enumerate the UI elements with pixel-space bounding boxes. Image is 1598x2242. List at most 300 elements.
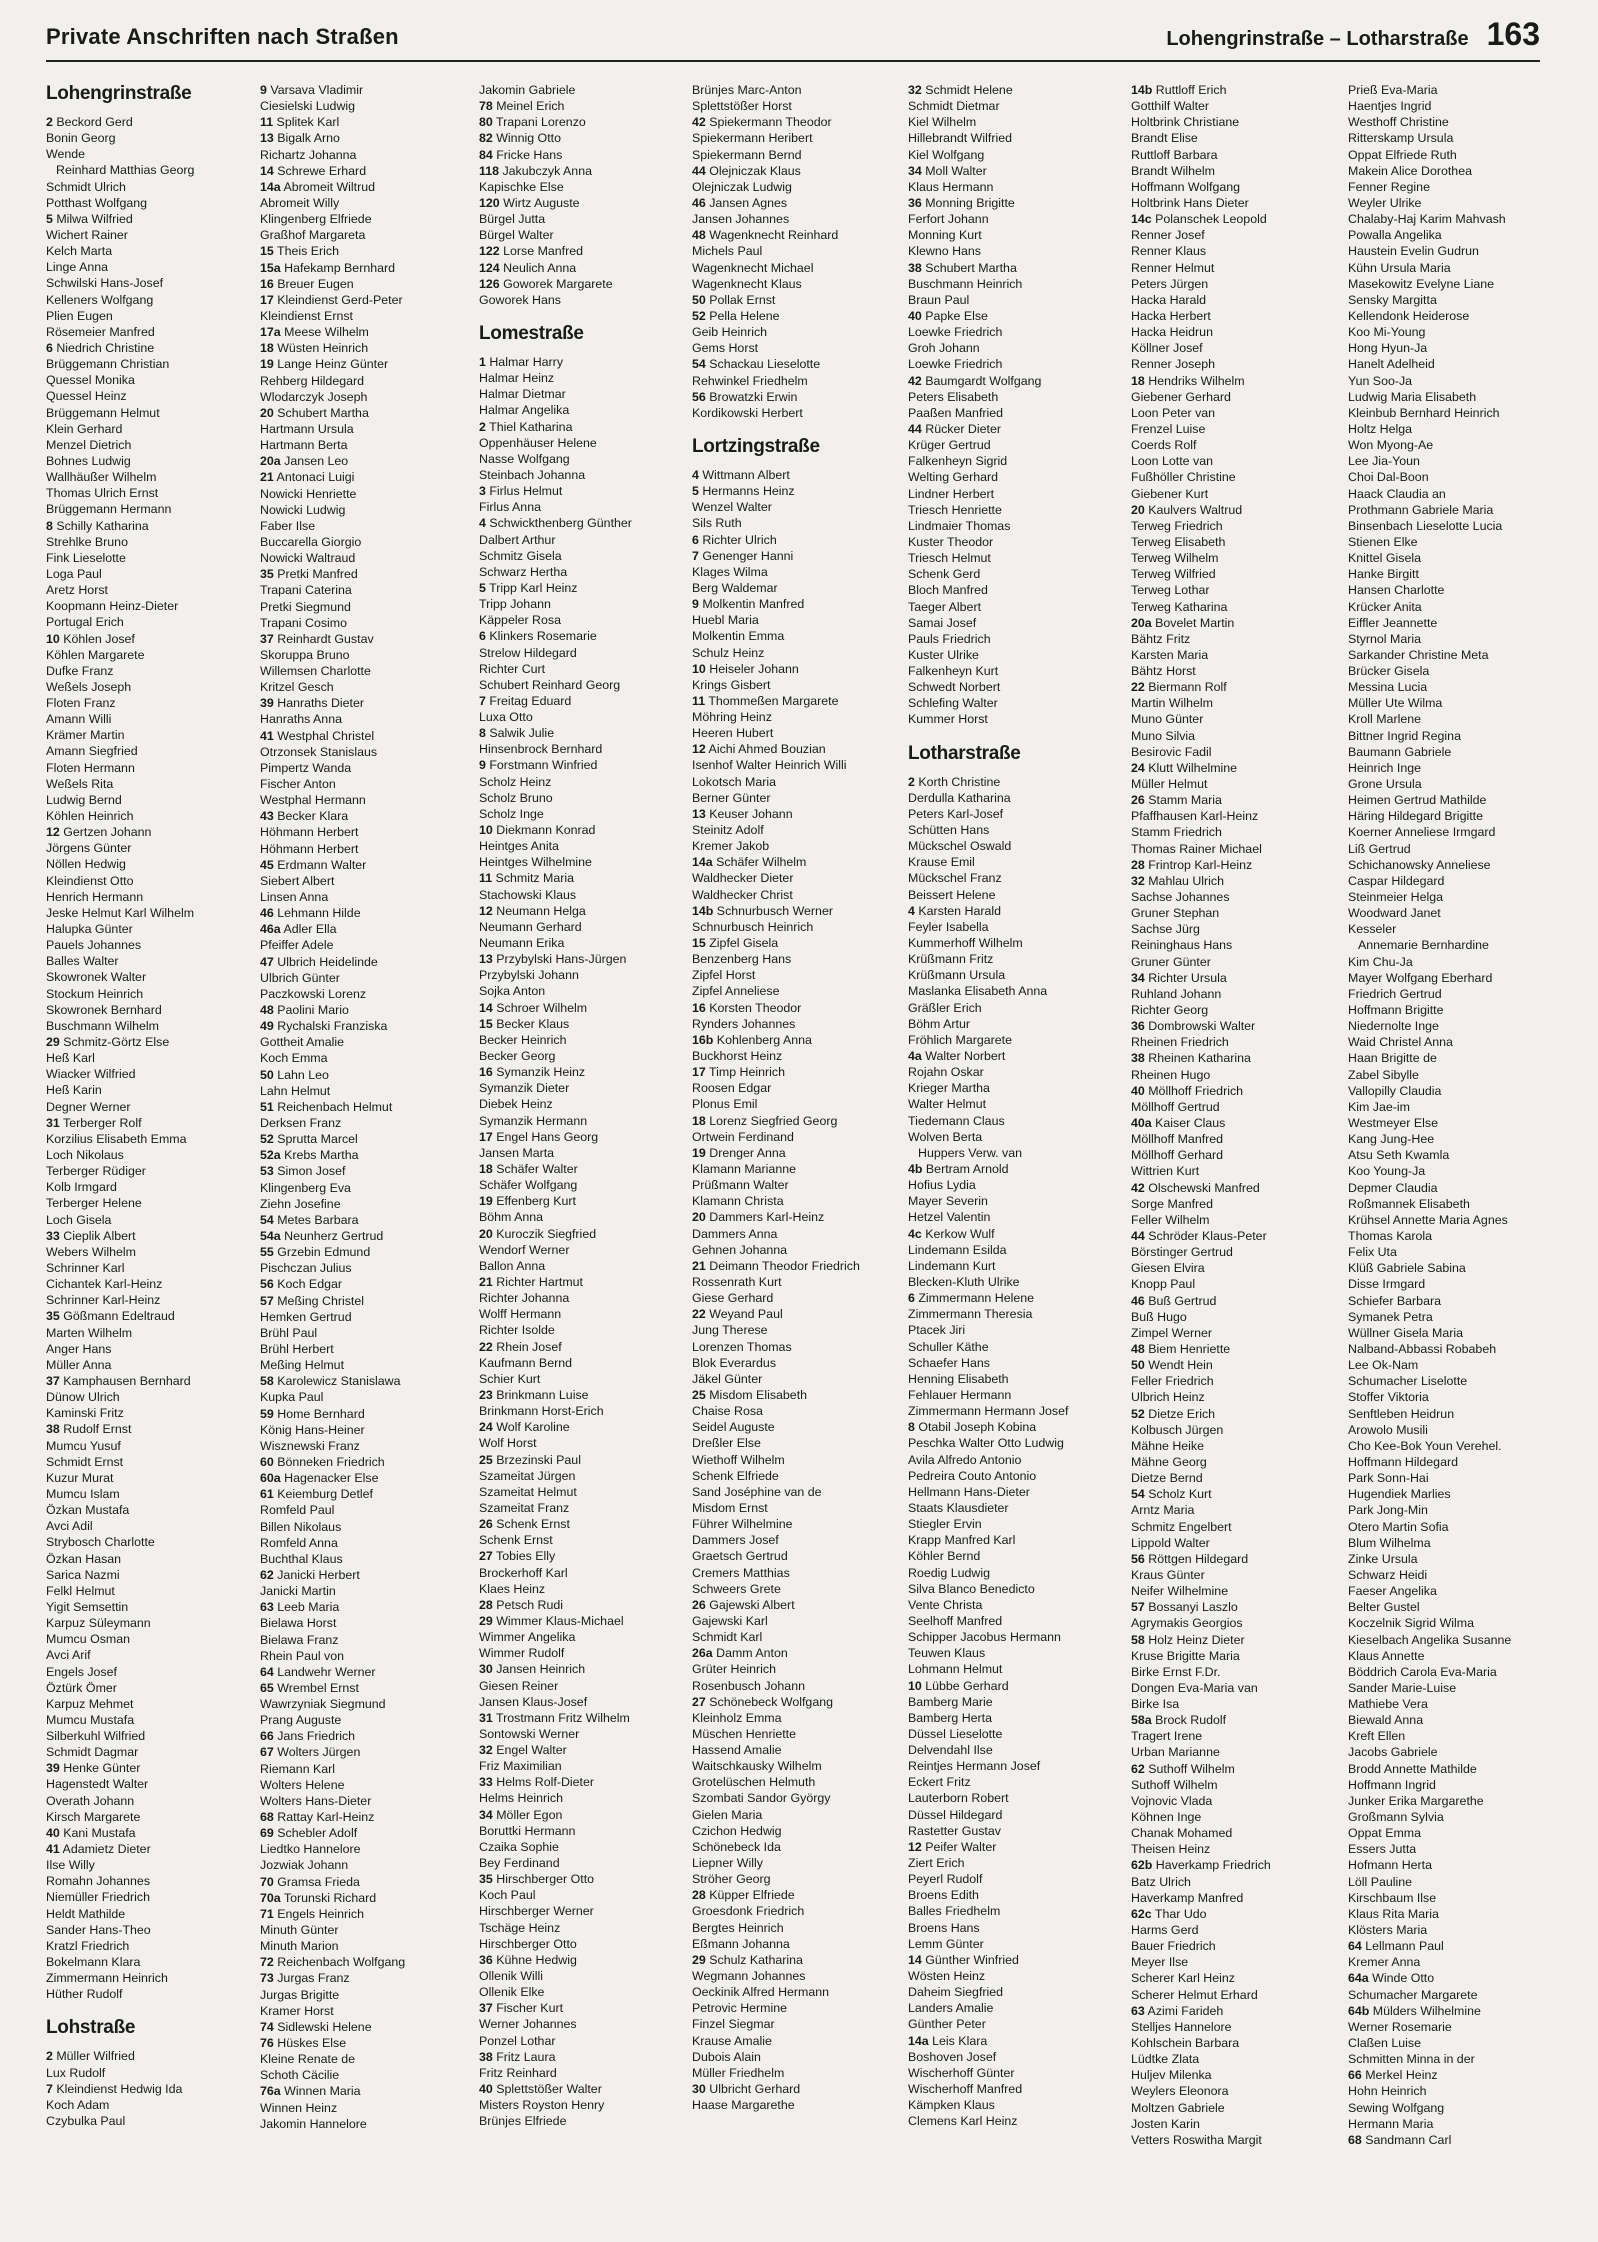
page-header [46,16,1540,62]
resident-entry: 56 Röttgen Hildegard [1131,1551,1249,1566]
house-number: 64 [1348,1939,1362,1954]
resident-entry: Lauterborn Robert [908,1791,1009,1806]
resident-entry: 36 Kühne Hedwig [479,1952,577,1967]
resident-entry: Dubois Alain [692,2049,761,2064]
resident-entry: Pedreira Couto Antonio [908,1468,1037,1483]
resident-entry: 11 Splitek Karl [260,115,340,130]
house-number: 9 [260,83,267,97]
resident-entry: Hacka Harald [1131,292,1207,307]
resident-entry: 28 Küpper Elfriede [692,1888,795,1903]
resident-entry: Gielen Maria [692,1807,763,1822]
resident-entry: 10 Köhlen Josef [46,631,135,646]
resident-entry: Reinhard Matthias Georg [56,163,195,178]
house-number: 36 [1131,1019,1145,1034]
resident-entry: 42 Baumgardt Wolfgang [908,373,1042,388]
resident-entry: Günther Peter [908,2017,986,2032]
resident-entry: Haan Brigitte de [1348,1051,1437,1066]
house-number: 37 [46,1373,60,1388]
resident-entry: Brünjes Marc-Anton [692,83,802,97]
resident-entry: Wolff Hermann [479,1307,562,1322]
resident-entry: Feyler Isabella [908,919,989,934]
resident-entry: Grüter Heinrich [692,1662,777,1677]
resident-entry: Romahn Johannes [46,1874,151,1889]
resident-entry: Köhler Bernd [908,1549,981,1564]
resident-entry: Portugal Erich [46,615,124,630]
resident-entry: 51 Reichenbach Helmut [260,1099,393,1114]
resident-entry: Sarica Nazmi [46,1567,120,1582]
house-number: 16 [260,276,274,291]
house-number: 4 [479,516,486,531]
resident-entry: Schmitz Engelbert [1131,1519,1232,1534]
resident-entry: Marten Wilhelm [46,1325,133,1340]
resident-entry: Jörgens Günter [46,841,132,856]
resident-entry: Kleine Renate de [260,2052,356,2067]
resident-entry: Ferfort Johann [908,212,989,227]
house-number: 19 [479,1194,493,1209]
resident-entry: Grotelüschen Helmuth [692,1775,816,1790]
resident-entry: Choi Dal-Boon [1348,470,1429,485]
resident-entry: Josten Karin [1131,2116,1200,2131]
resident-entry: Kolb Irmgard [46,1180,117,1195]
resident-entry: 72 Reichenbach Wolfgang [260,1955,406,1970]
resident-entry: Plonus Emil [692,1097,758,1112]
resident-entry: Paaßen Manfried [908,405,1004,420]
resident-entry: 8 Salwik Julie [479,726,555,741]
resident-entry: Geib Heinrich [692,325,768,340]
resident-entry: 66 Jans Friedrich [260,1729,356,1744]
house-number: 30 [692,2082,706,2097]
resident-entry: Wolf Horst [479,1436,537,1451]
resident-entry: 122 Lorse Manfred [479,244,584,259]
resident-entry: 56 Koch Edgar [260,1277,342,1292]
house-number: 14 [908,1952,922,1967]
resident-entry: Nasse Wolfgang [479,451,570,466]
resident-entry: 49 Rychalski Franziska [260,1019,388,1034]
resident-entry: Kiel Wolfgang [908,147,985,162]
resident-entry: 8 Otabil Joseph Kobina [908,1420,1037,1435]
resident-entry: Batz Ulrich [1131,1874,1191,1889]
house-number: 34 [479,1807,493,1822]
resident-entry: Schweers Grete [692,1581,781,1596]
resident-entry: Samai Josef [908,615,977,630]
house-number: 17 [479,1129,493,1144]
resident-entry: Stamm Friedrich [1131,825,1222,840]
house-number: 16 [692,1000,706,1015]
resident-entry: Lux Rudolf [46,2065,106,2080]
resident-entry: 44 Schröder Klaus-Peter [1131,1228,1267,1243]
resident-entry: Nalband-Abbassi Robabeh [1348,1341,1497,1356]
resident-entry: Hacka Heidrun [1131,325,1213,340]
resident-entry: 50 Pollak Ernst [692,292,776,307]
resident-entry: Quessel Heinz [46,389,127,404]
resident-entry: 70a Torunski Richard [260,1890,377,1905]
house-number: 44 [908,421,922,436]
house-number: 2 [479,419,486,434]
resident-entry: Koerner Anneliese Irmgard [1348,825,1496,840]
resident-entry: 33 Cieplik Albert [46,1228,136,1243]
resident-entry: Chanak Mohamed [1131,1826,1233,1841]
resident-entry: Menzel Dietrich [46,437,132,452]
resident-entry: 41 Adamietz Dieter [46,1842,151,1857]
resident-entry: Koch Adam [46,2097,110,2112]
resident-entry: Krücker Anita [1348,599,1422,614]
resident-entry: Szombati Sandor György [692,1791,831,1806]
resident-entry: Wegmann Johannes [692,1969,806,1984]
resident-entry: Düssel Lieselotte [908,1726,1003,1741]
house-number: 18 [692,1113,706,1128]
resident-entry: Fußhöller Christine [1131,470,1236,485]
resident-entry: Böhm Artur [908,1016,970,1031]
house-number: 57 [1131,1600,1145,1615]
resident-entry: Wimmer Angelika [479,1630,576,1645]
resident-entry: Biewald Anna [1348,1713,1424,1728]
resident-entry: Steinitz Adolf [692,823,764,838]
house-number: 60a [260,1471,281,1486]
resident-entry: Lindmaier Thomas [908,518,1011,533]
resident-entry: König Hans-Heiner [260,1422,365,1437]
resident-entry: Terweg Elisabeth [1131,534,1226,549]
house-number: 76 [260,2036,274,2051]
resident-entry: Haustein Evelin Gudrun [1348,244,1479,259]
resident-entry: Stienen Elke [1348,534,1418,549]
house-number: 45 [260,857,274,872]
house-number: 32 [908,83,922,97]
house-number: 65 [260,1680,274,1695]
house-number: 78 [479,99,493,114]
resident-entry: 73 Jurgas Franz [260,1971,350,1986]
resident-entry: 28 Petsch Rudi [479,1597,564,1612]
resident-entry: 26 Stamm Maria [1131,793,1222,808]
resident-entry: Sachse Johannes [1131,890,1230,905]
resident-entry: Fritz Reinhard [479,2065,557,2080]
resident-entry: Amann Siegfried [46,744,138,759]
resident-entry: 2 Thiel Katharina [479,419,573,434]
resident-entry: 40a Kaiser Claus [1131,1116,1226,1130]
house-number: 20a [260,454,281,469]
resident-entry: Schier Kurt [479,1371,541,1386]
resident-entry: Potthast Wolfgang [46,195,148,210]
resident-entry: 9 Forstmann Winfried [479,758,598,773]
resident-entry: Weyler Ulrike [1348,195,1422,210]
resident-entry: Romfeld Paul [260,1503,335,1518]
resident-entry: Balles Walter [46,954,119,969]
resident-entry: Feller Friedrich [1131,1374,1214,1389]
resident-entry: Sand Joséphine van de [692,1484,822,1499]
resident-entry: 84 Fricke Hans [479,147,563,162]
resident-entry: Zabel Sibylle [1348,1067,1419,1082]
house-number: 29 [46,1035,60,1050]
resident-entry: Diebek Heinz [479,1097,553,1112]
resident-entry: Helms Heinrich [479,1791,563,1806]
resident-entry: Klamann Christa [692,1194,784,1209]
house-number: 37 [260,631,274,646]
resident-entry: Atsu Seth Kwamla [1348,1148,1450,1163]
resident-entry: Terweg Katharina [1131,599,1228,614]
resident-entry: Mumcu Islam [46,1486,120,1501]
resident-entry: Ludwig Maria Elisabeth [1348,389,1477,404]
house-number: 122 [479,244,500,259]
house-number: 50 [260,1067,274,1082]
resident-entry: Mathiebe Vera [1348,1697,1428,1712]
resident-entry: 82 Winnig Otto [479,131,561,146]
resident-entry: 1 Halmar Harry [479,354,564,369]
resident-entry: Avila Alfredo Antonio [908,1452,1022,1467]
house-number: 70 [260,1874,274,1889]
resident-entry: Brandt Wilhelm [1131,163,1216,178]
resident-entry: Mayer Wolfgang Eberhard [1348,970,1493,985]
resident-entry: Rynders Johannes [692,1016,796,1031]
resident-entry: Stelljes Hannelore [1131,2019,1232,2034]
house-number: 40 [46,1825,60,1840]
resident-entry: Symanzik Hermann [479,1113,588,1128]
resident-entry: Linge Anna [46,260,109,275]
resident-entry: Boruttki Hermann [479,1823,576,1838]
resident-entry: Möllhoff Manfred [1131,1132,1224,1147]
resident-entry: Czaika Sophie [479,1839,559,1854]
resident-entry: Richter Johanna [479,1291,570,1306]
resident-entry: Bey Ferdinand [479,1856,560,1871]
resident-entry: Neifer Wilhelmine [1131,1584,1229,1599]
resident-entry: Zinke Ursula [1348,1551,1418,1566]
resident-entry: Ortwein Ferdinand [692,1129,794,1144]
resident-entry: 78 Meinel Erich [479,99,565,114]
house-number: 46 [692,195,706,210]
resident-entry: Essers Jutta [1348,1842,1417,1857]
resident-entry: 66 Merkel Heinz [1348,2068,1438,2083]
resident-entry: Huljev Milenka [1131,2068,1212,2083]
house-number: 67 [260,1745,274,1760]
resident-entry: Romfeld Anna [260,1535,338,1550]
resident-entry: Krämer Martin [46,728,125,743]
resident-entry: Nowicki Ludwig [260,502,346,517]
resident-entry: 21 Deimann Theodor Friedrich [692,1258,860,1273]
house-number: 20 [479,1226,493,1241]
resident-entry: 46a Adler Ella [260,922,337,937]
resident-entry: Dietze Bernd [1131,1471,1203,1486]
resident-entry: Hemken Gertrud [260,1309,352,1324]
resident-entry: Hetzel Valentin [908,1210,991,1225]
house-number: 59 [260,1406,274,1421]
resident-entry: 15 Becker Klaus [479,1016,570,1031]
house-number: 19 [260,357,274,372]
resident-entry: 6 Zimmermann Helene [908,1291,1035,1306]
resident-entry: Coerds Rolf [1131,438,1197,453]
resident-entry: Cichantek Karl-Heinz [46,1277,163,1292]
resident-entry: Hassend Amalie [692,1743,782,1758]
resident-entry: 58 Karolewicz Stanislawa [260,1374,401,1389]
resident-entry: 120 Wirtz Auguste [479,195,580,210]
resident-entry: Harms Gerd [1131,1923,1199,1938]
house-number: 42 [908,373,922,388]
resident-entry: Giese Gerhard [692,1291,774,1306]
resident-entry: Mückschel Franz [908,871,1002,886]
house-number: 12 [46,825,60,840]
resident-entry: Siebert Albert [260,873,335,888]
resident-entry: Bokelmann Klara [46,1955,141,1970]
resident-entry: Kruse Brigitte Maria [1131,1648,1240,1663]
house-number: 12 [692,742,706,757]
resident-entry: 14a Leis Klara [908,2033,988,2048]
house-number: 60 [260,1454,274,1469]
resident-entry: 40 Splettstößer Walter [479,2082,602,2097]
resident-entry: Heß Karl [46,1051,95,1066]
resident-entry: 29 Schulz Katharina [692,1952,803,1967]
resident-entry: Silva Blanco Benedicto [908,1581,1035,1596]
resident-entry: 10 Diekmann Konrad [479,823,596,838]
resident-entry: Jozwiak Johann [260,1858,349,1873]
house-number: 69 [260,1826,274,1841]
resident-entry: Schäfer Wolfgang [479,1178,578,1193]
resident-entry: 16b Kohlenberg Anna [692,1032,812,1047]
resident-entry: Skowronek Walter [46,970,147,985]
house-number: 62c [1131,1906,1152,1921]
resident-entry: 18 Lorenz Siegfried Georg [692,1113,838,1128]
house-number: 7 [479,693,486,708]
resident-entry: Rehwinkel Friedhelm [692,373,808,388]
resident-entry: Riemann Karl [260,1761,336,1776]
resident-entry: Müller Anna [46,1357,112,1372]
resident-entry: 38 Schubert Martha [908,260,1017,275]
resident-entry: Vetters Roswitha Margit [1131,2132,1262,2147]
house-number: 63 [260,1600,274,1615]
house-number: 26a [692,1646,713,1661]
resident-entry: Engels Josef [46,1664,117,1679]
resident-entry: Holtbrink Christiane [1131,115,1240,130]
resident-entry: Peters Karl-Josef [908,806,1004,821]
resident-entry: Ptacek Jiri [908,1323,966,1338]
resident-entry: Braun Paul [908,292,970,307]
resident-entry: Knopp Paul [1131,1277,1196,1292]
resident-entry: Minuth Marion [260,1939,339,1954]
resident-entry: 19 Lange Heinz Günter [260,357,389,372]
resident-entry: 64 Landwehr Werner [260,1664,376,1679]
street-heading: Lohengrinstraße [46,83,192,104]
resident-entry: Park Jong-Min [1348,1503,1428,1518]
resident-entry: 9 Molkentin Manfred [692,597,805,612]
resident-entry: Klaus Rita Maria [1348,1906,1439,1921]
resident-entry: Janicki Martin [260,1584,336,1599]
resident-entry: Junker Erika Margarethe [1348,1793,1484,1808]
resident-entry: Bielawa Horst [260,1616,337,1631]
resident-entry: Mähne Heike [1131,1438,1205,1453]
resident-entry: 50 Wendt Hein [1131,1358,1213,1373]
resident-entry: Peyerl Rudolf [908,1872,983,1887]
resident-entry: Roedig Ludwig [908,1565,990,1580]
resident-entry: 27 Tobies Elly [479,1549,556,1564]
resident-entry: Kuster Ulrike [908,647,979,662]
resident-entry: Birke Ernst F.Dr. [1131,1664,1221,1679]
resident-entry: Aretz Horst [46,583,108,598]
resident-entry: 124 Neulich Anna [479,260,577,275]
resident-entry: Wittrien Kurt [1131,1164,1200,1179]
resident-entry: Willemsen Charlotte [260,664,371,679]
house-number: 22 [479,1339,493,1354]
resident-entry: Zimpel Werner [1131,1325,1213,1340]
house-number: 14 [479,1000,493,1015]
house-number: 120 [479,195,500,210]
resident-entry: Muno Günter [1131,712,1204,727]
resident-entry: Kieselbach Angelika Susanne [1348,1632,1512,1647]
resident-entry: Balles Friedhelm [908,1904,1001,1919]
resident-entry: Gehnen Johanna [692,1242,788,1257]
resident-entry: Böddrich Carola Eva-Maria [1348,1664,1497,1679]
house-number: 35 [260,567,274,582]
resident-entry: Schrinner Karl-Heinz [46,1293,161,1308]
resident-entry: 48 Wagenknecht Reinhard [692,228,839,243]
resident-entry: Westmeyer Else [1348,1116,1438,1130]
resident-entry: Müller Ute Wilma [1348,696,1443,711]
house-number: 82 [479,131,493,146]
house-number: 46a [260,922,281,937]
resident-entry: 20a Jansen Leo [260,454,349,469]
house-number: 20 [260,405,274,420]
resident-entry: Kraus Günter [1131,1567,1205,1582]
resident-entry: Bohnes Ludwig [46,453,131,468]
house-number: 25 [479,1452,493,1467]
resident-entry: Theisen Heinz [1131,1842,1211,1857]
resident-entry: Kaminski Fritz [46,1406,124,1421]
resident-entry: 14 Schroer Wilhelm [479,1000,588,1015]
house-number: 54 [692,357,706,372]
house-number: 6 [692,532,699,547]
resident-entry: Pfaffhausen Karl-Heinz [1131,809,1259,824]
resident-entry: Ollenik Elke [479,1985,545,2000]
resident-entry: Rossenrath Kurt [692,1274,782,1289]
resident-entry: Liedtko Hannelore [260,1842,361,1857]
directory-column [692,82,908,2232]
resident-entry: Isenhof Walter Heinrich Willi [692,758,847,773]
resident-entry: Wolven Berta [908,1129,983,1144]
resident-entry: 22 Rhein Josef [479,1339,562,1354]
resident-entry: Schönebeck Ida [692,1839,781,1854]
resident-entry: Scherer Helmut Erhard [1131,1987,1258,2002]
resident-entry: 2 Beckord Gerd [46,115,133,129]
resident-entry: 54 Schackau Lieselotte [692,357,821,372]
resident-entry: Düssel Hildegard [908,1807,1003,1822]
resident-entry: Luxa Otto [479,710,533,725]
resident-entry: Schwarz Hertha [479,564,568,579]
resident-entry: Terberger Rüdiger [46,1164,146,1179]
house-number: 40a [1131,1116,1152,1130]
resident-entry: Dreßler Else [692,1436,761,1451]
resident-entry: 36 Dombrowski Walter [1131,1019,1256,1034]
resident-entry: 11 Schmitz Maria [479,871,575,886]
resident-entry: 36 Monning Brigitte [908,195,1015,210]
resident-entry: Szameitat Franz [479,1500,570,1515]
resident-entry: Silberkuhl Wilfried [46,1729,146,1744]
resident-entry: Waid Christel Anna [1348,1035,1453,1050]
resident-entry: Karpuz Süleymann [46,1616,151,1631]
house-number: 38 [908,260,922,275]
resident-entry: Lindner Herbert [908,486,995,501]
resident-entry: Schoth Cäcilie [260,2068,340,2083]
resident-entry: Hugendiek Marlies [1348,1487,1451,1502]
house-number: 13 [692,806,706,821]
resident-entry: Kleindienst Ernst [260,308,353,323]
resident-entry: Oeckinik Alfred Hermann [692,1985,830,2000]
resident-entry: 64b Mülders Wilhelmine [1348,2003,1481,2018]
resident-entry: 54 Scholz Kurt [1131,1487,1212,1502]
resident-entry: Schmidt Dagmar [46,1745,139,1760]
resident-entry: Taeger Albert [908,599,982,614]
house-number: 62 [1131,1761,1145,1776]
resident-entry: Krüßmann Ursula [908,968,1006,983]
resident-entry: Waldhecker Dieter [692,871,794,886]
resident-entry: Kummerhoff Wilhelm [908,936,1023,951]
resident-entry: Roosen Edgar [692,1081,772,1096]
resident-entry: Scherer Karl Heinz [1131,1971,1235,1986]
house-number: 20a [1131,615,1152,630]
